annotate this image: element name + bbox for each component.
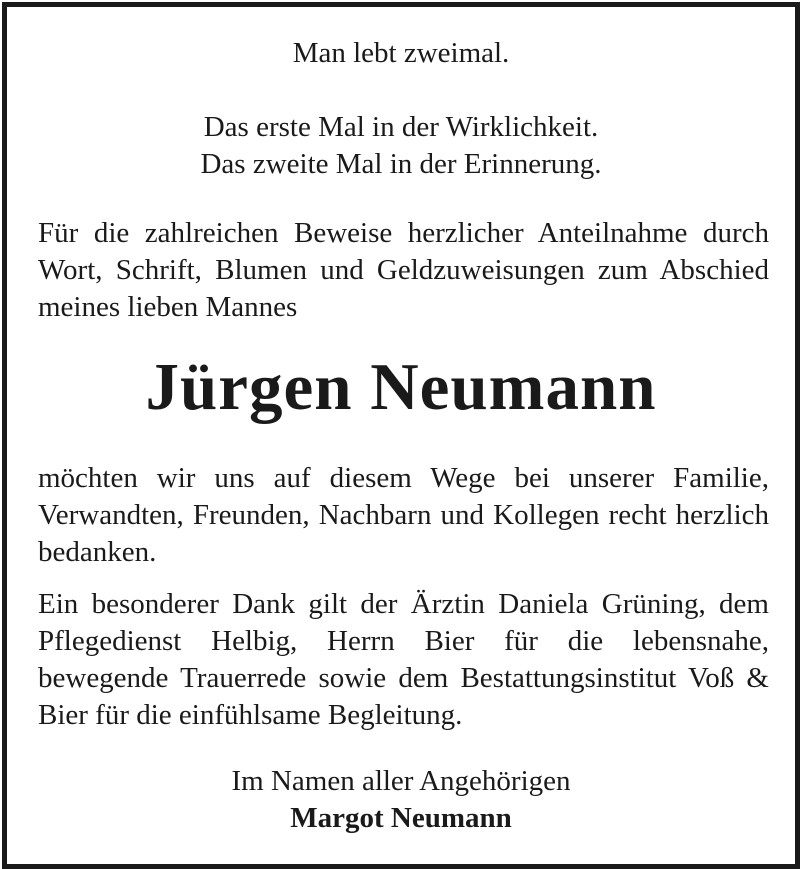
motto (7, 35, 795, 72)
deceased-name: Jürgen Neumann (145, 350, 657, 424)
signer-name: Margot Neumann (290, 802, 512, 834)
on-behalf-line: Im Namen aller Angehörigen (231, 765, 571, 797)
motto-line-3: Das zweite Mal in der Erinnerung. (200, 148, 602, 180)
motto-line-1: Man lebt zweimal. (292, 37, 510, 69)
thanks-paragraph: möchten wir uns auf diesem Wege bei unserer Familie, Verwandten, Freunden, Nachbarn und Kollegen recht herzlich bedanken. (38, 462, 769, 568)
motto-line-2: Das erste Mal in der Wirklichkeit. (203, 111, 599, 143)
motto-continued (7, 109, 795, 183)
intro-paragraph: Für die zahlreichen Beweise herzlicher Anteilnahme durch Wort, Schrift, Blumen und Geldzuweisungen zum Abschied meines lieben Mannes (38, 217, 769, 323)
closing (7, 763, 795, 837)
obituary-notice (2, 2, 800, 869)
special-thanks-paragraph: Ein besonderer Dank gilt der Ärztin Daniela Grüning, dem Pflegedienst Helbig, Herrn Bier für die lebensnahe, bewegende Trauerrede sowie dem Bestattungsinstitut Voß & Bier für die einfühlsame Begleitung. (38, 588, 769, 731)
